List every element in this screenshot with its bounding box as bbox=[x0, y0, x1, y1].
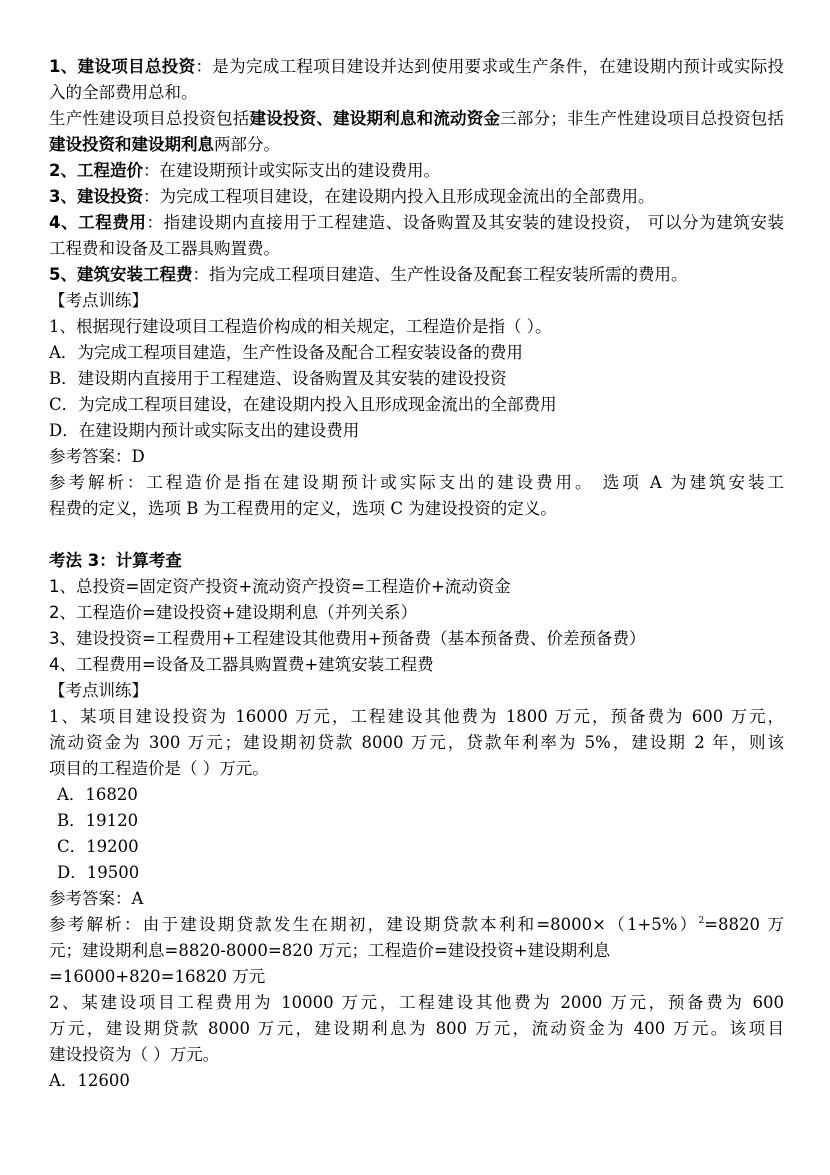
question-2-1-l3: 项目的工程造价是（ ）万元。 bbox=[49, 759, 269, 778]
definition-4-cont: 工程费和设备及工器具购置费。 bbox=[49, 239, 280, 258]
term-construction-investment: 建设投资 bbox=[76, 187, 143, 206]
answer-1: 参考答案：D bbox=[49, 447, 145, 466]
question-2-1: 1、某项目建设投资为 16000 万元，工程建设其他费为 1800 万元，预备费为 600 万元， bbox=[49, 707, 784, 726]
definition-1: 1、建设项目总投资：是为完成工程项目建设并达到使用要求或生产条件，在建设期内预计或实际投 bbox=[49, 57, 785, 76]
option-d: D．在建设期内预计或实际支出的建设费用 bbox=[49, 421, 360, 440]
formula-3: 3、建设投资=工程费用+工程建设其他费用+预备费（基本预备费、价差预备费） bbox=[49, 629, 646, 648]
analysis-1: 参考解析：工程造价是指在建设期预计或实际支出的建设费用。 选项 A 为建筑安装工 bbox=[49, 473, 784, 492]
option-b: B．19120 bbox=[57, 811, 139, 830]
question-2-2-l2: 万元，建设期贷款 8000 万元，建设期利息为 800 万元，流动资金为 400 万元。该项目 bbox=[49, 1019, 784, 1038]
training-header-1: 【考点训练】 bbox=[49, 291, 148, 310]
method-3-title: 考法 3：计算考查 bbox=[49, 551, 182, 570]
definition-5: 5、建筑安装工程费：指为完成工程项目建造、生产性设备及配套工程安装所需的费用。 bbox=[49, 265, 688, 284]
question-1: 1、根据现行建设项目工程造价构成的相关规定，工程造价是指（ ）。 bbox=[49, 317, 552, 336]
option-b: B．建设期内直接用于工程建造、设备购置及其安装的建设投资 bbox=[49, 369, 507, 388]
option-a: A．16820 bbox=[57, 785, 138, 804]
formula-2: 2、工程造价=建设投资+建设期利息（并列关系） bbox=[49, 603, 418, 622]
analysis-1-cont: 程费的定义，选项 B 为工程费用的定义，选项 C 为建设投资的定义。 bbox=[49, 499, 557, 518]
analysis-2-cont: 元；建设期利息=8820-8000=820 万元；工程造价=建设投资+建设期利息 bbox=[49, 941, 611, 960]
definition-1b: 生产性建设项目总投资包括建设投资、建设期利息和流动资金三部分；非生产性建设项目总投资包括 bbox=[49, 109, 785, 128]
formula-1: 1、总投资=固定资产投资+流动资产投资=工程造价+流动资金 bbox=[49, 577, 511, 596]
formula-4: 4、工程费用=设备及工器具购置费+建筑安装工程费 bbox=[49, 655, 434, 674]
option-a: A．12600 bbox=[49, 1071, 130, 1090]
definition-1-cont: 入的全部费用总和。 bbox=[49, 83, 198, 102]
term-engineering-cost: 工程费用 bbox=[78, 213, 147, 232]
option-a: A．为完成工程项目建造，生产性设备及配合工程安装设备的费用 bbox=[49, 343, 523, 362]
definition-4: 4、工程费用：指建设期内直接用于工程建造、设备购置及其安装的建设投资， 可以分为建筑安装 bbox=[49, 213, 785, 232]
analysis-2-cont2: =16000+820=16820 万元 bbox=[49, 967, 266, 986]
question-2-1-l2: 流动资金为 300 万元；建设期初贷款 8000 万元，贷款年利率为 5%，建设期 2 年，则该 bbox=[49, 733, 784, 752]
definition-2: 2、工程造价：在建设期预计或实际支出的建设费用。 bbox=[49, 161, 440, 180]
document-page bbox=[49, 54, 784, 1094]
option-c: C．为完成工程项目建设，在建设期内投入且形成现金流出的全部费用 bbox=[49, 395, 557, 414]
answer-2: 参考答案：A bbox=[49, 889, 144, 908]
question-2-2: 2、某建设项目工程费用为 10000 万元，工程建设其他费为 2000 万元，预备费为 600 bbox=[49, 993, 784, 1012]
question-2-2-l3: 建设投资为（ ）万元。 bbox=[49, 1045, 220, 1064]
training-header-2: 【考点训练】 bbox=[49, 681, 148, 700]
option-c: C．19200 bbox=[57, 837, 139, 856]
definition-1b-cont: 建设投资和建设期利息两部分。 bbox=[49, 135, 280, 154]
term-project-cost: 工程造价 bbox=[76, 161, 143, 180]
term-total-investment: 建设项目总投资 bbox=[77, 57, 196, 76]
analysis-2: 参考解析：由于建设期贷款发生在期初，建设期贷款本利和$=8000\times(1+5\%)^2=8820$ 万 bbox=[49, 915, 785, 934]
definition-3: 3、建设投资：为完成工程项目建设，在建设期内投入且形成现金流出的全部费用。 bbox=[49, 187, 655, 206]
option-d: D．19500 bbox=[57, 863, 140, 882]
term-installation-cost: 建筑安装工程费 bbox=[76, 265, 193, 284]
